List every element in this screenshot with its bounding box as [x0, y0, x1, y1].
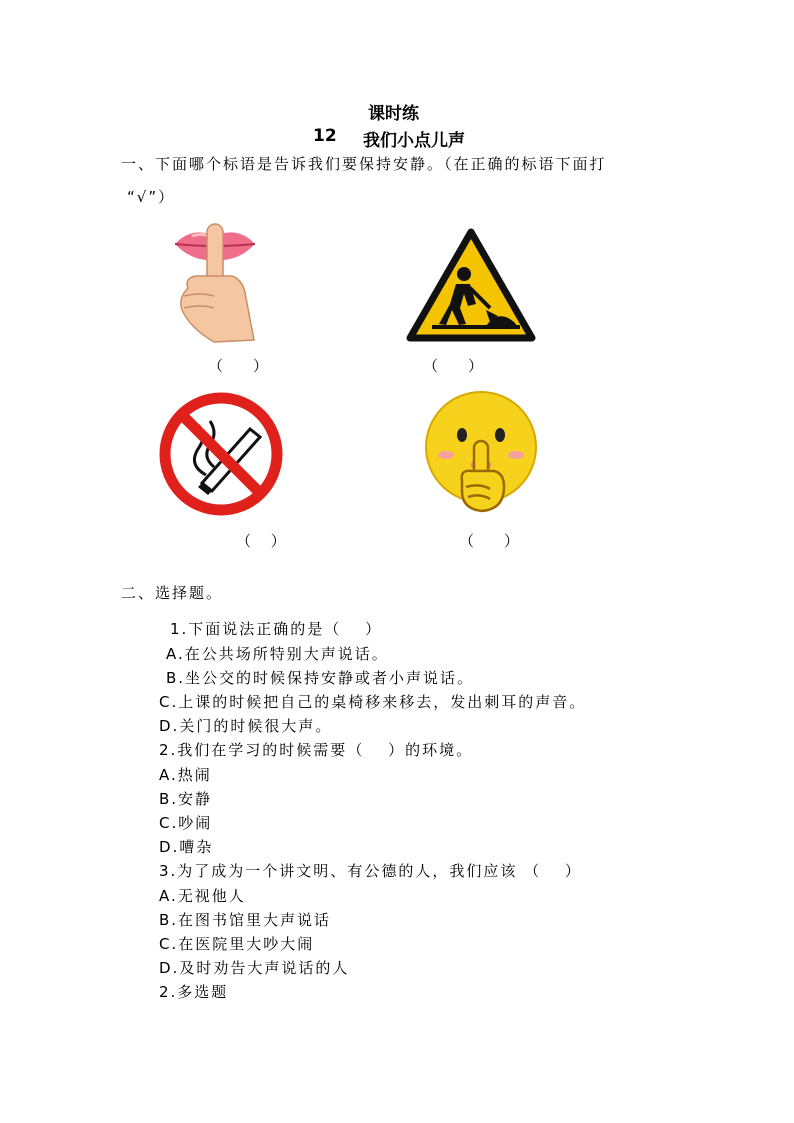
option-3d: D.及时劝告大声说话的人 [159, 959, 350, 977]
option-1b: B.坐公交的时候保持安静或者小声说话。 [166, 669, 475, 687]
page-title: 课时练 [368, 104, 419, 124]
no-smoking-sign-icon [158, 391, 284, 517]
section1-instruction-cont: “√”） [127, 188, 176, 206]
option-3b: B.在图书馆里大声说话 [159, 911, 332, 929]
answer-blank-3[interactable]: （ ） [236, 532, 286, 550]
option-2c: C.吵闹 [159, 814, 213, 832]
option-3c: C.在医院里大吵大闹 [159, 935, 315, 953]
option-1d: D.关门的时候很大声。 [159, 717, 333, 735]
finger-on-lips-icon [170, 218, 265, 343]
answer-blank-4[interactable]: （ ） [459, 532, 520, 550]
shush-emoji-icon [424, 391, 542, 515]
lesson-number: 12 [313, 126, 337, 146]
road-work-sign-icon [406, 228, 536, 343]
answer-blank-2[interactable]: （ ） [423, 357, 484, 375]
option-2d: D.嘈杂 [159, 838, 214, 856]
question-1: 1.下面说法正确的是（ ） [170, 620, 383, 638]
answer-blank-1[interactable]: （ ） [208, 357, 269, 375]
section2-heading: 二、选择题。 [121, 584, 224, 602]
option-1c: C.上课的时候把自己的桌椅移来移去，发出刺耳的声音。 [159, 693, 587, 711]
option-1a: A.在公共场所特别大声说话。 [166, 645, 389, 663]
option-3a: A.无视他人 [159, 887, 246, 905]
lesson-title: 我们小点儿声 [363, 131, 465, 151]
section1-instruction: 一、下面哪个标语是告诉我们要保持安静。（在正确的标语下面打 [121, 155, 607, 173]
option-2b: B.安静 [159, 790, 213, 808]
question-3: 3.为了成为一个讲文明、有公德的人，我们应该 （ ） [159, 862, 582, 880]
question-2: 2.我们在学习的时候需要（ ）的环境。 [159, 741, 474, 759]
option-2a: A.热闹 [159, 766, 212, 784]
multi-choice-heading: 2.多选题 [159, 983, 229, 1001]
